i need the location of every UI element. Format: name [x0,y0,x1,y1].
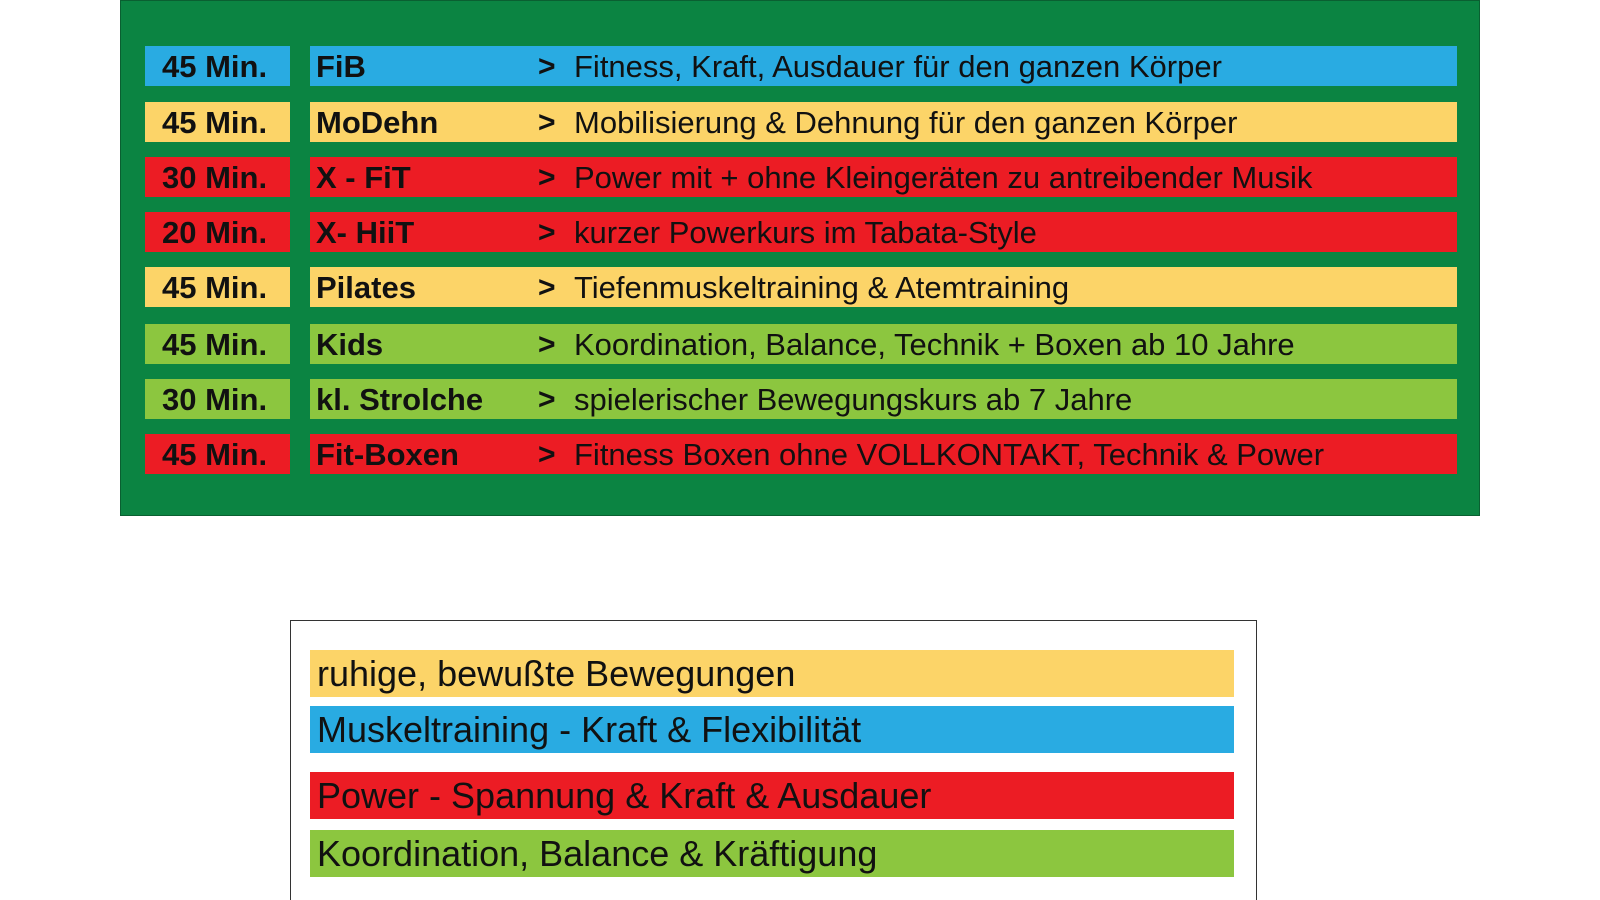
arrow-icon: > [538,106,556,139]
course-name: Fit-Boxen [316,437,459,472]
legend-item-coordination: Koordination, Balance & Kräftigung [310,830,1234,877]
course-info-bar [310,379,1457,419]
arrow-icon: > [538,383,556,416]
course-info-bar [310,324,1457,364]
course-duration: 45 Min. [145,324,290,364]
course-description: spielerischer Bewegungskurs ab 7 Jahre [574,382,1133,417]
course-row-x-fit [145,157,1457,197]
course-row-fib [145,46,1457,86]
course-description: Power mit + ohne Kleingeräten zu antreibender Musik [574,160,1313,195]
course-info-bar [310,212,1457,252]
course-duration: 20 Min. [145,212,290,252]
course-name: MoDehn [316,105,439,140]
course-duration: 45 Min. [145,46,290,86]
course-duration: 45 Min. [145,102,290,142]
course-name: X- HiiT [316,215,415,250]
arrow-icon: > [538,216,556,249]
legend-item-muscle: Muskeltraining - Kraft & Flexibilität [310,706,1234,753]
course-name: Pilates [316,270,416,305]
course-info-bar [310,267,1457,307]
course-name: X - FiT [316,160,411,195]
course-info-bar [310,157,1457,197]
course-row-x-hiit [145,212,1457,252]
course-info-bar [310,46,1457,86]
course-description: Mobilisierung & Dehnung für den ganzen Körper [574,105,1238,140]
arrow-icon: > [538,50,556,83]
course-row-kids [145,324,1457,364]
course-schedule-panel [120,0,1480,516]
course-row-kl-strolche [145,379,1457,419]
course-description: Tiefenmuskeltraining & Atemtraining [574,270,1070,305]
course-description: kurzer Powerkurs im Tabata-Style [574,215,1037,250]
course-row-modehn [145,102,1457,142]
arrow-icon: > [538,161,556,194]
arrow-icon: > [538,438,556,471]
course-info-bar [310,434,1457,474]
course-duration: 30 Min. [145,379,290,419]
legend-item-power: Power - Spannung & Kraft & Ausdauer [310,772,1234,819]
course-description: Fitness, Kraft, Ausdauer für den ganzen Körper [574,49,1222,84]
course-row-pilates [145,267,1457,307]
course-description: Koordination, Balance, Technik + Boxen ab 10 Jahre [574,327,1295,362]
course-name: FiB [316,49,366,84]
course-name: kl. Strolche [316,382,484,417]
course-info-bar [310,102,1457,142]
arrow-icon: > [538,271,556,304]
course-duration: 30 Min. [145,157,290,197]
color-legend [290,620,1257,900]
arrow-icon: > [538,328,556,361]
course-duration: 45 Min. [145,267,290,307]
course-duration: 45 Min. [145,434,290,474]
course-name: Kids [316,327,384,362]
legend-item-calm: ruhige, bewußte Bewegungen [310,650,1234,697]
course-description: Fitness Boxen ohne VOLLKONTAKT, Technik & Power [574,437,1325,472]
course-row-fit-boxen [145,434,1457,474]
